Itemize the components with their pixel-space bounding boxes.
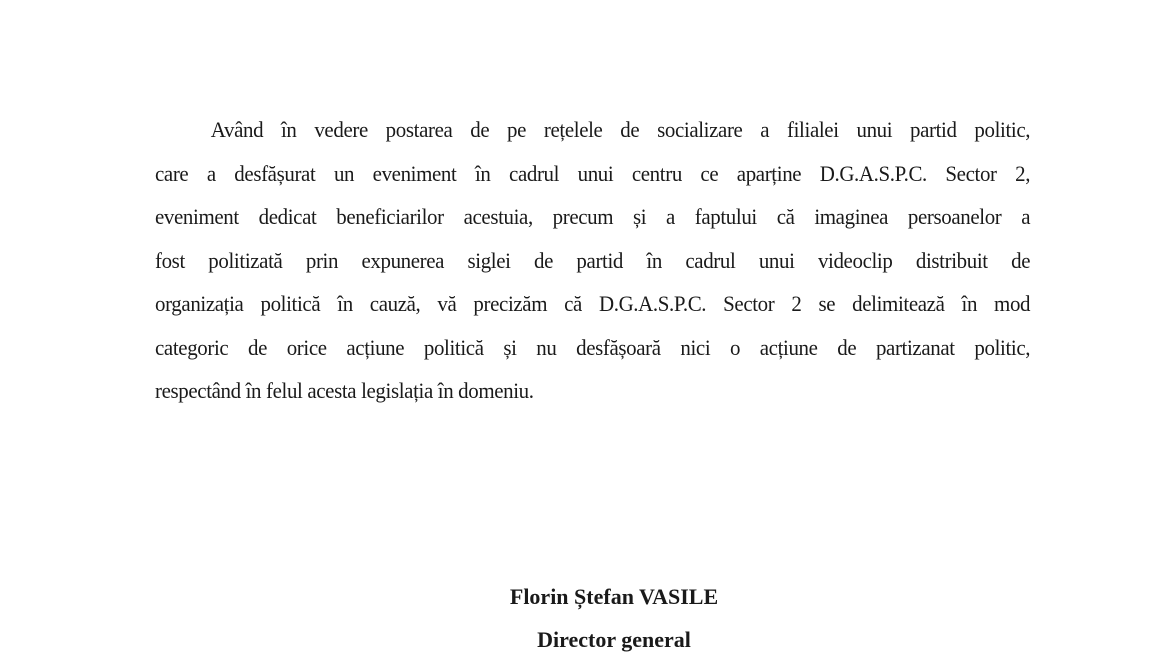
paragraph-line: fost politizată prin expunerea siglei de partid în cadrul unui videoclip distribuit de bbox=[155, 247, 1031, 273]
document-body-paragraph bbox=[155, 108, 1030, 413]
paragraph-line: respectând în felul acesta legislația în domeniu. bbox=[155, 378, 534, 403]
paragraph-line: categoric de orice acțiune politică și nu desfășoară nici o acțiune de partizanat politic, bbox=[155, 334, 1031, 360]
paragraph-line: eveniment dedicat beneficiarilor acestuia, precum și a faptului că imaginea persoanelor a bbox=[155, 204, 1031, 229]
paragraph-line: organizația politică în cauză, vă precizăm că D.G.A.S.P.C. Sector 2 se delimitează în mod bbox=[155, 291, 1031, 316]
signatory-name: Florin Ștefan VASILE bbox=[509, 584, 719, 609]
paragraph-line: Având în vedere postarea de pe rețelele de socializare a filialei unui partid politic, bbox=[210, 117, 1031, 142]
paragraph-line: care a desfășurat un eveniment în cadrul unui centru ce aparține D.G.A.S.P.C. Sector 2, bbox=[155, 160, 1031, 186]
signatory-title: Director general bbox=[537, 627, 691, 652]
